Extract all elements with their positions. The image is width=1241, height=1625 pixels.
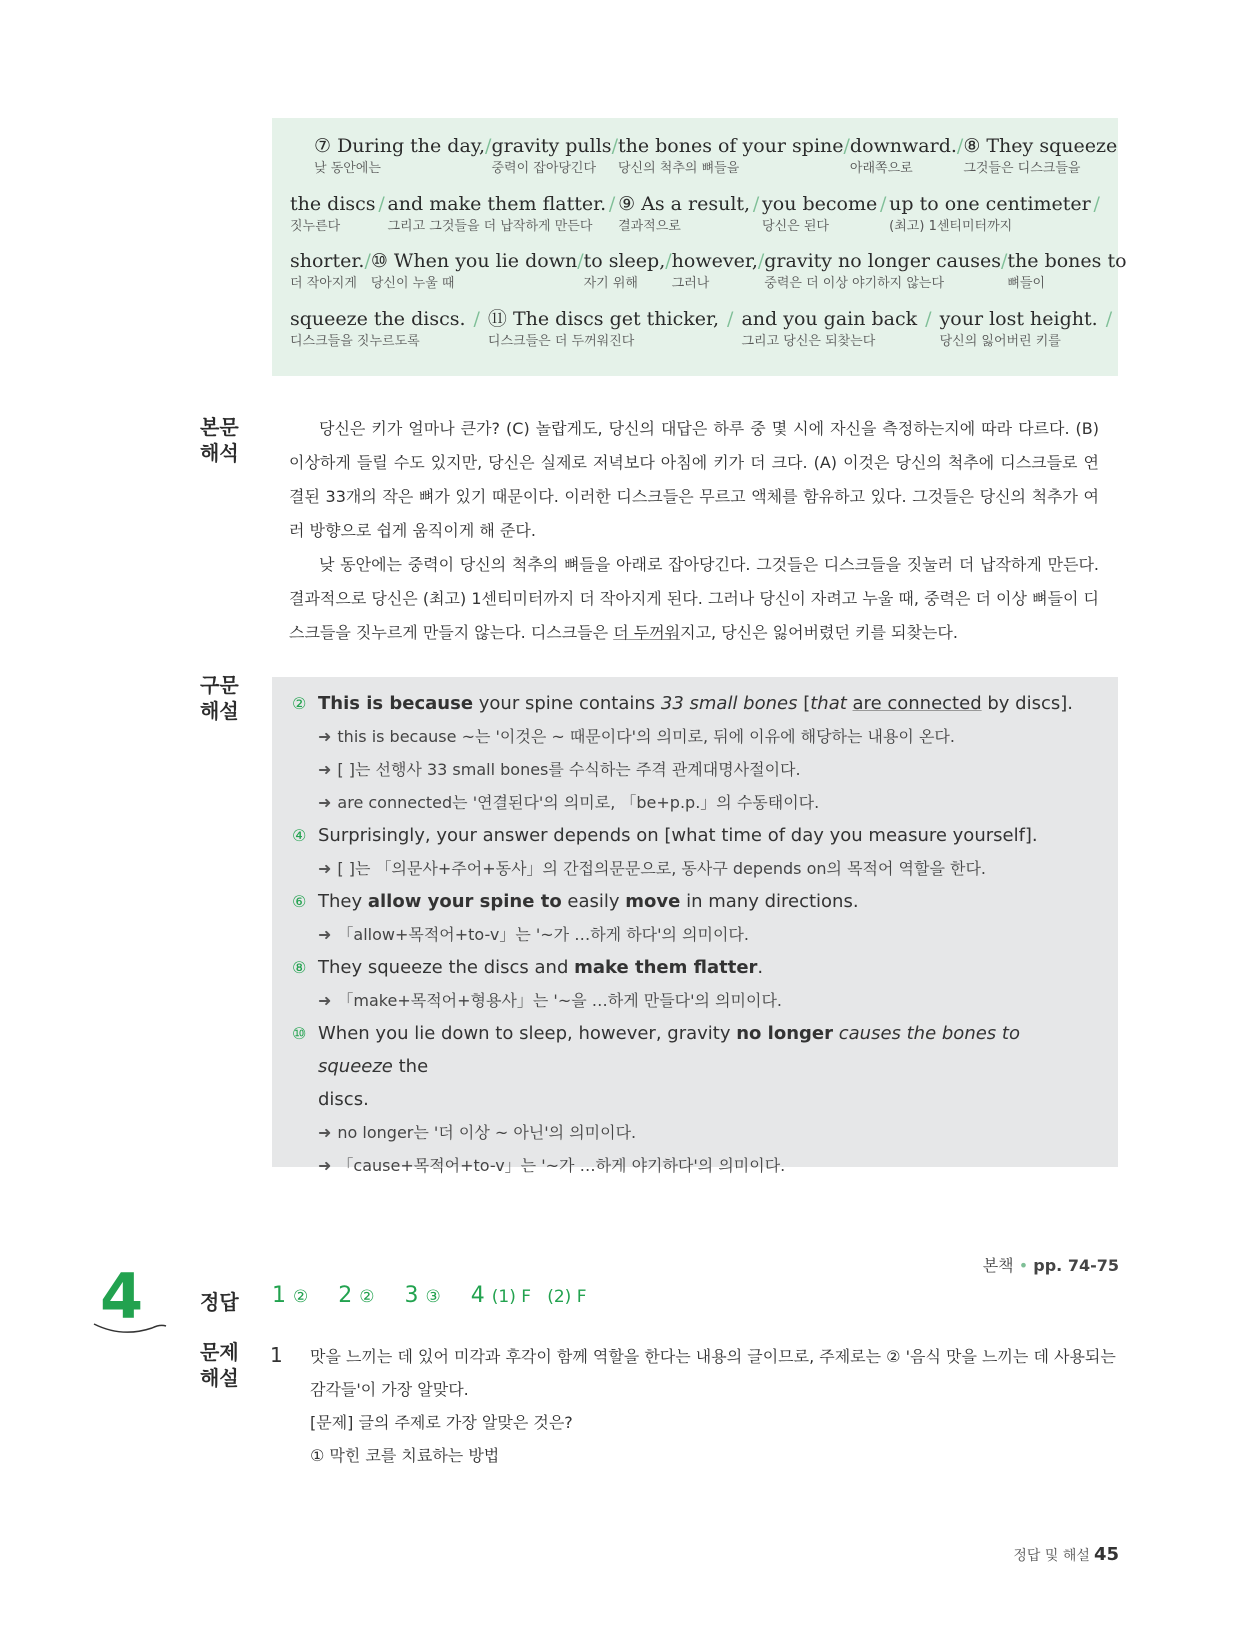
chunk-slash: / [364, 250, 371, 272]
page-number: 45 [1093, 1544, 1119, 1565]
syntax-note: ➜ no longer는 '더 이상 ~ 아닌'의 의미이다. [318, 1123, 637, 1142]
explanation-number: 1 [270, 1343, 283, 1367]
chunk-slash: / [880, 193, 887, 215]
syntax-box [272, 677, 1118, 1175]
chunk: gravity no longer causes 중력은 더 이상 야기하지 않는다 [764, 250, 1002, 291]
chunk-slash: / [608, 193, 616, 215]
syntax-item: ② This is because your spine contains 33 small bones [that are connected by discs]. [292, 693, 1073, 714]
chunk-reading-box [272, 118, 1127, 376]
chunk: ⑪ The discs get thicker, 디스크들은 더 두꺼워진다 [487, 308, 720, 349]
chunk-line-4 [290, 307, 1113, 351]
arrow-icon: ➜ [318, 991, 332, 1010]
chunk-slash: / [378, 193, 385, 215]
chunk: the bones of your spine 당신의 척추의 뼈들을 [617, 135, 844, 176]
chunk: gravity pulls 중력이 잡아당긴다 [491, 135, 612, 176]
arrow-icon: ➜ [318, 793, 332, 812]
answer-label: 정답 [200, 1290, 239, 1314]
syntax-note: ➜ 「allow+목적어+to-v」는 '~가 …하게 하다'의 의미이다. [318, 925, 749, 944]
chunk: your lost height. 당신의 잃어버린 키를 [939, 308, 1098, 349]
page-footer: 정답 및 해설 45 [1013, 1544, 1119, 1565]
chunk-slash: / [577, 250, 584, 272]
syntax-label: 구문 해설 [200, 673, 239, 723]
chunk-slash: / [1001, 250, 1008, 272]
chunk-slash: / [473, 308, 480, 330]
chunk: ⑦ During the day, 낮 동안에는 [314, 135, 486, 176]
syntax-note: ➜ 「cause+목적어+to-v」는 '~가 …하게 야기하다'의 의미이다. [318, 1156, 786, 1175]
syntax-note: ➜ are connected는 '연결된다'의 의미로, 「be+p.p.」의 수동태이다. [318, 793, 820, 812]
chunk: ⑨ As a result, 결과적으로 [618, 193, 751, 234]
chunk-slash: / [485, 135, 492, 157]
chunk: and make them flatter. 그리고 그것들을 더 납작하게 만든다 [387, 193, 607, 234]
chunk-slash: / [611, 135, 618, 157]
answer-list [272, 1283, 587, 1308]
chunk-slash: / [1093, 193, 1100, 215]
chunk-line-1 [314, 134, 1118, 178]
underlined-phrase: 더 두꺼워 [613, 623, 681, 642]
chunk-slash: / [727, 308, 734, 330]
chunk-slash: / [752, 193, 760, 215]
answer-item: 2 ② [338, 1283, 375, 1308]
chunk-line-2 [290, 192, 1100, 236]
explanation-body: 맛을 느끼는 데 있어 미각과 후각이 함께 역할을 한다는 내용의 글이므로, 주제로는 ② '음식 맛을 느끼는 데 사용되는 감각들'이 가장 알맞다. [문제] 글의 주제로 가장 알맞은 것은? ① 막힌 코를 치료하는 방법 [310, 1347, 1116, 1465]
chunk-slash: / [1105, 308, 1113, 330]
chunk-slash: / [757, 250, 765, 272]
translation-paragraph-2: 낮 동안에는 중력이 당신의 척추의 뼈들을 아래로 잡아당긴다. 그것들은 디스크들을 짓눌러 더 납작하게 만든다. 결과적으로 당신은 (최고) 1센티미터까지 더 작아지게 된다. 그러나 당신이 자려고 누울 때, 중력은 더 이상 뼈들이 디스크들을 짓누르게 만들지 않는다. 디스크들은 더 두꺼워지고, 당신은 잃어버렸던 키를 되찾는다. [289, 555, 1099, 642]
chunk-slash: / [925, 308, 932, 330]
chunk: ⑩ When you lie down 당신이 누울 때 [370, 250, 578, 291]
arrow-icon: ➜ [318, 925, 332, 944]
arrow-icon: ➜ [318, 727, 332, 746]
swoosh-decoration [92, 1320, 172, 1340]
chunk: to sleep, 자기 위해 [583, 250, 666, 291]
arrow-icon: ➜ [318, 1156, 332, 1175]
chunk: you become 당신은 된다 [762, 193, 878, 234]
chunk-slash: / [843, 135, 850, 157]
question-number: 4 [100, 1260, 144, 1333]
chunk: however, 그러나 [671, 250, 758, 291]
arrow-icon: ➜ [318, 859, 332, 878]
chunk-slash: / [956, 135, 964, 157]
syntax-item: ⑧ They squeeze the discs and make them flatter. [292, 957, 764, 978]
syntax-note: ➜ [ ]는 「의문사+주어+동사」의 간접의문문으로, 동사구 depends on의 목적어 역할을 한다. [318, 859, 986, 878]
translation-label: 본문 해석 [200, 415, 239, 465]
syntax-item: ④ Surprisingly, your answer depends on [what time of day you measure yourself]. [292, 825, 1038, 846]
answer-item: 3 ③ [404, 1283, 441, 1308]
arrow-icon: ➜ [318, 760, 332, 779]
chunk: downward. 아래쪽으로 [849, 135, 957, 176]
syntax-list [292, 687, 1098, 1182]
chunk: the discs 짓누른다 [290, 193, 376, 234]
syntax-item: ⑩ When you lie down to sleep, however, gravity no longer causes the bones to squeeze the discs. [292, 1023, 1020, 1110]
arrow-icon: ➜ [318, 1123, 332, 1142]
syntax-note: ➜ this is because ~는 '이것은 ~ 때문이다'의 의미로, 뒤에 이유에 해당하는 내용이 온다. [318, 727, 955, 746]
chunk-line-3 [290, 249, 1127, 293]
page-reference: 본책 • pp. 74-75 [982, 1256, 1119, 1275]
syntax-note: ➜ [ ]는 선행사 33 small bones를 수식하는 주격 관계대명사절이다. [318, 760, 801, 779]
chunk: and you gain back 그리고 당신은 되찾는다 [741, 308, 918, 349]
syntax-note: ➜ 「make+목적어+형용사」는 '~을 …하게 만들다'의 의미이다. [318, 991, 782, 1010]
chunk: up to one centimeter (최고) 1센티미터까지 [889, 193, 1091, 234]
chunk: squeeze the discs. 디스크들을 짓누르도록 [290, 308, 466, 349]
explanation-label: 문제 해설 [200, 1340, 239, 1390]
chunk: ⑧ They squeeze 그것들은 디스크들을 [963, 135, 1118, 176]
answer-item: 4 (1) F (2) F [470, 1283, 587, 1308]
chunk: the bones to 뼈들이 [1007, 250, 1127, 291]
translation-paragraph-1: 당신은 키가 얼마나 큰가? (C) 놀랍게도, 당신의 대답은 하루 중 몇 시에 자신을 측정하는지에 따라 다르다. (B) 이상하게 들릴 수도 있지만, 당신은 실제로 저녁보다 아침에 키가 더 크다. (A) 이것은 당신의 척추에 디스크들로 연결된 33개의 작은 뼈가 있기 때문이다. 이러한 디스크들은 무르고 액체를 함유하고 있다. 그것들은 당신의 척추가 여러 방향으로 쉽게 움직이게 해 준다. [289, 419, 1099, 540]
chunk: shorter. 더 작아지게 [290, 250, 365, 291]
syntax-item: ⑥ They allow your spine to easily move in many directions. [292, 891, 859, 912]
answer-item: 1 ② [272, 1283, 309, 1308]
translation-body [289, 412, 1099, 650]
chunk-slash: / [665, 250, 672, 272]
